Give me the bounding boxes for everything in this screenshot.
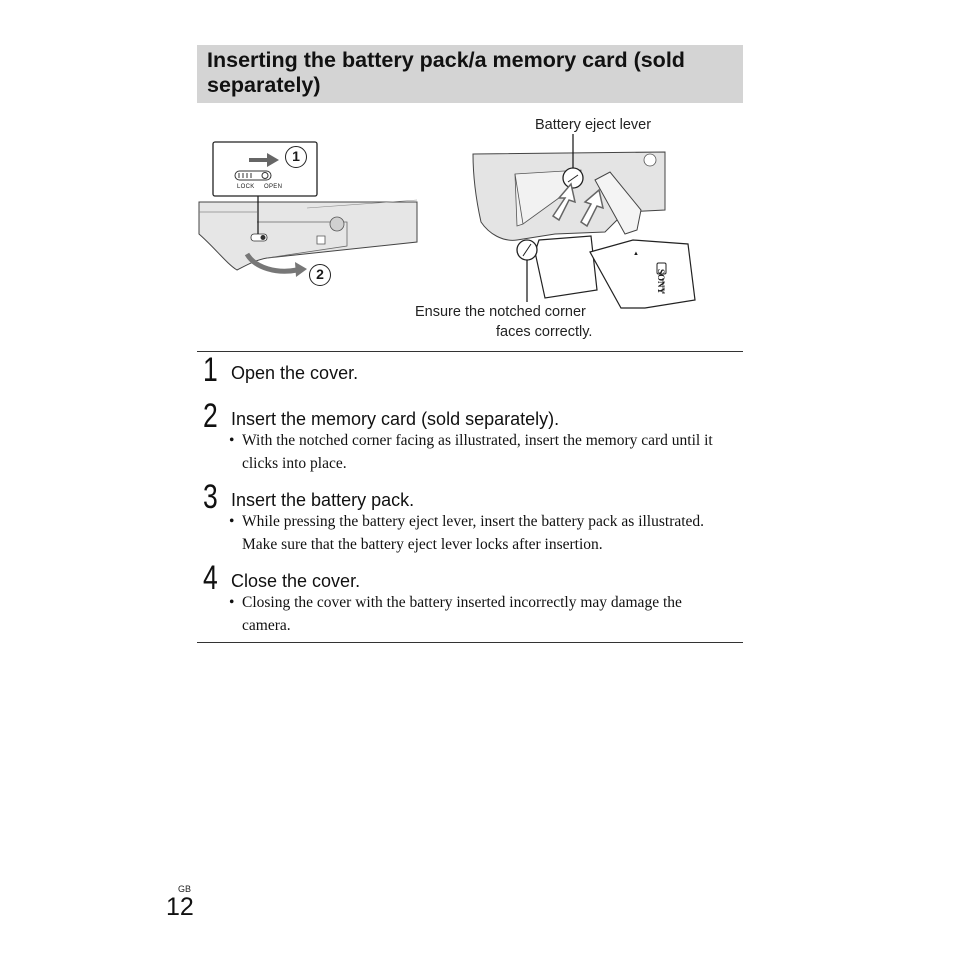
step-title: Insert the battery pack. xyxy=(231,490,415,510)
step-bullet: • While pressing the battery eject lever, insert the battery pack as illustrated. Make sure that the battery eject lever locks after insertion. xyxy=(229,511,729,556)
callout-2: 2 xyxy=(309,264,331,286)
open-cover-illustration xyxy=(197,138,422,298)
step-4 xyxy=(203,559,743,638)
step-1 xyxy=(203,351,743,391)
step-3 xyxy=(203,478,743,557)
step-bullet: • Closing the cover with the battery inserted incorrectly may damage the camera. xyxy=(229,592,729,637)
step-bullet-text: With the notched corner facing as illustrated, insert the memory card until it clicks into place. xyxy=(242,432,713,472)
section-header xyxy=(197,45,743,103)
notched-corner-label-line2: faces correctly. xyxy=(496,324,593,340)
battery-dot-mark: ▲ xyxy=(633,251,639,257)
battery-brand-label: SONY xyxy=(656,269,666,295)
step-title: Close the cover. xyxy=(231,571,361,591)
step-2 xyxy=(203,397,743,476)
step-number: 3 xyxy=(203,478,218,516)
callout-1: 1 xyxy=(285,146,307,168)
step-number: 1 xyxy=(203,351,218,389)
step-title: Insert the memory card (sold separately). xyxy=(231,409,560,429)
switch-lock-label: LOCK xyxy=(237,184,255,190)
notched-corner-label-line1: Ensure the notched corner xyxy=(415,304,586,320)
top-divider xyxy=(197,351,743,352)
step-number: 4 xyxy=(203,559,218,597)
step-bullet-text: While pressing the battery eject lever, insert the battery pack as illustrated. Make sure that the battery eject lever locks after insertion. xyxy=(242,513,705,553)
bottom-divider xyxy=(197,642,743,643)
step-bullet-text: Closing the cover with the battery inserted incorrectly may damage the camera. xyxy=(242,594,682,634)
page-region-label: GB xyxy=(178,884,192,894)
step-title: Open the cover. xyxy=(231,363,359,383)
step-bullet: • With the notched corner facing as illustrated, insert the memory card until it clicks into place. xyxy=(229,430,729,475)
section-title: Inserting the battery pack/a memory card (sold separately) xyxy=(207,48,685,97)
step-number: 2 xyxy=(203,397,218,435)
battery-eject-lever-label: Battery eject lever xyxy=(535,117,652,133)
switch-open-label: OPEN xyxy=(264,184,283,190)
page-number: 12 xyxy=(166,893,194,921)
